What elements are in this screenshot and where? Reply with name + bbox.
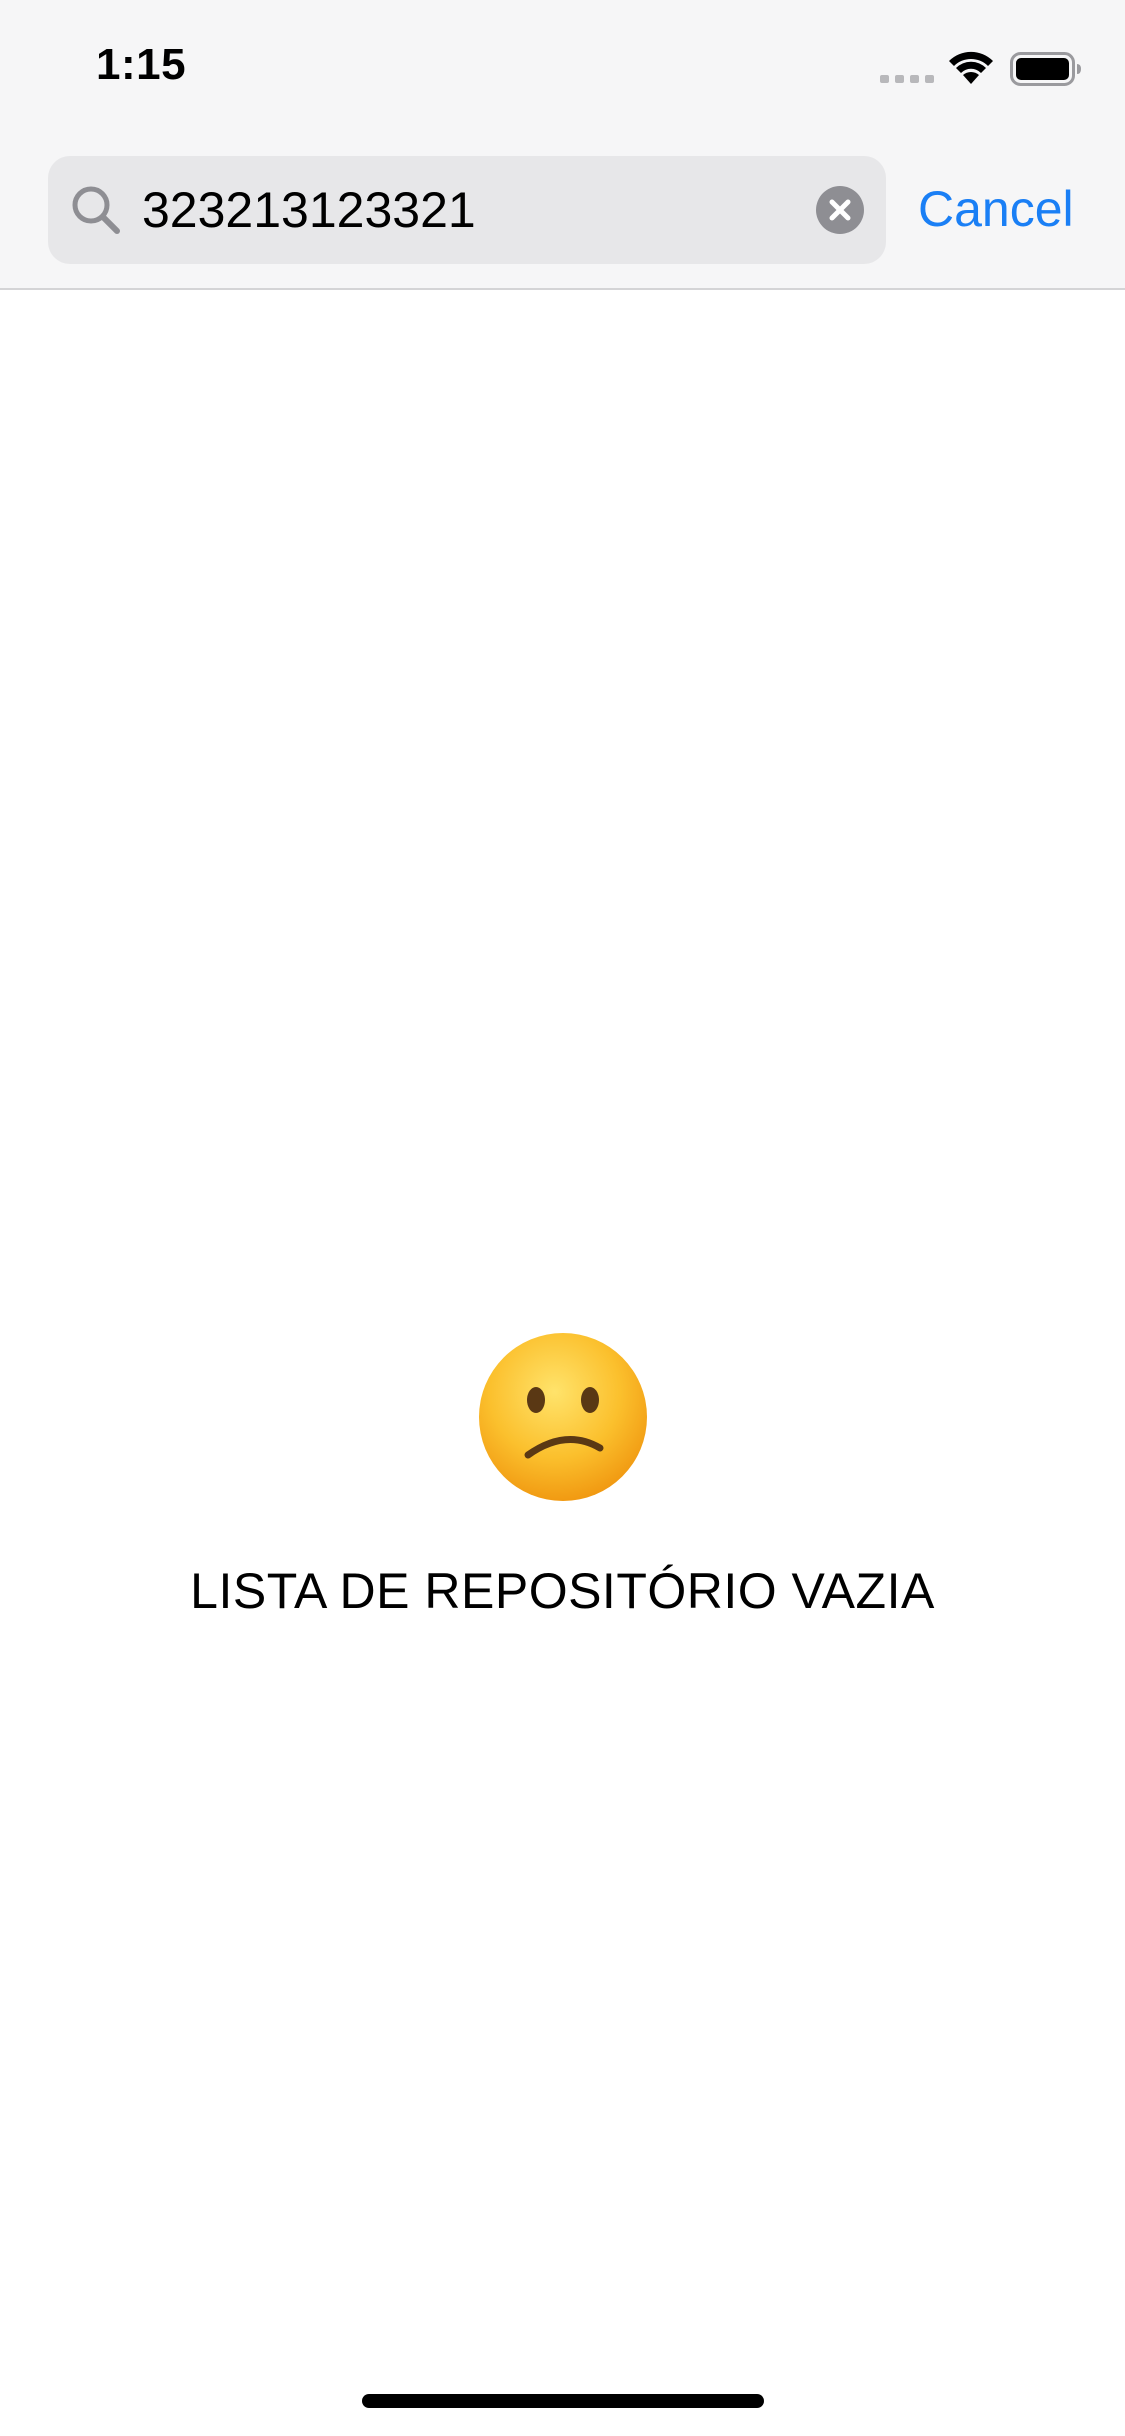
search-input[interactable] xyxy=(142,180,822,240)
search-field[interactable] xyxy=(48,156,886,264)
empty-state-message: LISTA DE REPOSITÓRIO VAZIA xyxy=(190,1563,935,1619)
wifi-icon xyxy=(948,50,994,86)
battery-icon xyxy=(1010,52,1082,86)
sad-face-icon xyxy=(476,1330,650,1504)
navigation-bar xyxy=(0,0,1125,290)
cancel-button[interactable]: Cancel xyxy=(918,176,1074,242)
home-indicator[interactable] xyxy=(362,2394,764,2408)
status-time: 1:15 xyxy=(96,40,187,89)
search-icon xyxy=(68,182,124,238)
empty-state xyxy=(0,1330,1125,1620)
clear-icon[interactable] xyxy=(816,186,864,234)
signal-dots-icon xyxy=(880,74,934,84)
status-bar xyxy=(0,0,1125,132)
